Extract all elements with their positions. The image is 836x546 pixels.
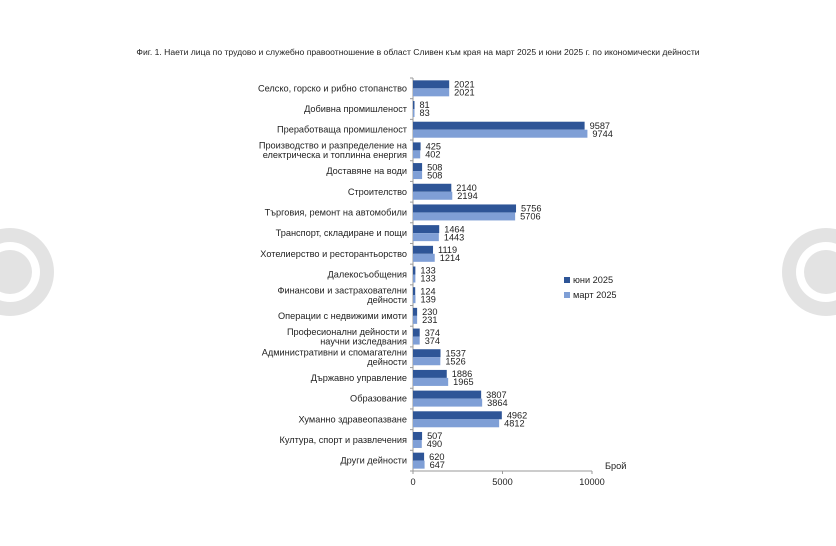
bar-jun_2025: [413, 267, 415, 275]
data-label-mar_2025: 4812: [504, 418, 525, 429]
bar-jun_2025: [413, 80, 449, 88]
category-label: Държавно управление: [310, 372, 407, 383]
legend-label-mar_2025: март 2025: [573, 290, 617, 300]
bar-jun_2025: [413, 142, 421, 150]
data-label-mar_2025: 2021: [454, 87, 475, 98]
category-label: Други дейности: [340, 455, 407, 466]
category-label: Професионални дейности и: [286, 326, 407, 337]
chart-title: Фиг. 1. Наети лица по трудово и служебно правоотношение в област Сливен към края на март 2025 и юни 2025 г. по икономически дейности: [136, 47, 700, 57]
category-label: Операции с недвижими имоти: [277, 310, 407, 321]
bar-jun_2025: [413, 411, 502, 419]
category-label: научни изследвания: [320, 336, 407, 347]
bar-mar_2025: [413, 357, 440, 365]
category-label: Хуманно здравеопазване: [298, 414, 407, 425]
category-label: Административни и спомагателни: [261, 347, 407, 358]
bar-mar_2025: [413, 130, 587, 138]
data-label-jun_2025: 5756: [521, 203, 542, 214]
bar-mar_2025: [413, 254, 435, 262]
category-label: Доставяне на води: [326, 166, 407, 177]
data-label-mar_2025: 1443: [443, 232, 465, 243]
data-label-jun_2025: 1886: [451, 369, 473, 380]
bar-mar_2025: [413, 192, 452, 200]
data-label-jun_2025: 1537: [445, 348, 466, 359]
data-label-jun_2025: 508: [427, 162, 443, 173]
data-label-jun_2025: 425: [425, 141, 441, 152]
category-label: Далекосъобщения: [327, 269, 407, 280]
data-label-jun_2025: 374: [424, 327, 441, 338]
data-label-mar_2025: 83: [419, 108, 430, 119]
x-tick-label: 0: [410, 477, 416, 487]
category-label: Търговия, ремонт на автомобили: [264, 207, 407, 218]
bar-mar_2025: [413, 295, 415, 303]
category-label: Образование: [350, 393, 407, 404]
category-label: дейности: [367, 294, 407, 305]
data-label-mar_2025: 1965: [453, 377, 474, 388]
data-label-jun_2025: 81: [419, 100, 430, 111]
legend-swatch-mar_2025: [564, 292, 570, 298]
bar-jun_2025: [413, 370, 447, 378]
data-label-jun_2025: 1119: [438, 245, 458, 256]
bar-mar_2025: [413, 88, 449, 96]
bar-mar_2025: [413, 399, 482, 407]
bar-jun_2025: [413, 349, 441, 357]
bar-jun_2025: [413, 391, 481, 399]
data-label-jun_2025: 230: [422, 307, 438, 318]
bar-jun_2025: [413, 204, 516, 212]
category-label: Транспорт, складиране и пощи: [275, 228, 407, 239]
category-label: Производство и разпределение на: [258, 140, 407, 151]
legend-swatch-jun_2025: [564, 277, 570, 283]
category-label: дейности: [367, 356, 407, 367]
bar-mar_2025: [413, 440, 422, 448]
data-label-mar_2025: 490: [426, 439, 443, 450]
category-label: електрическа и топлинна енергия: [262, 150, 407, 161]
data-label-jun_2025: 507: [427, 431, 443, 442]
data-label-mar_2025: 133: [420, 273, 436, 284]
data-label-mar_2025: 647: [429, 459, 445, 470]
x-tick-label: 10000: [579, 477, 605, 487]
bar-jun_2025: [413, 329, 420, 337]
data-label-jun_2025: 2021: [454, 79, 475, 90]
bar-mar_2025: [413, 419, 499, 427]
category-label: Селско, горско и рибно стопанство: [257, 83, 407, 94]
bar-jun_2025: [413, 101, 415, 109]
data-label-jun_2025: 133: [420, 265, 436, 276]
data-label-jun_2025: 124: [420, 286, 436, 297]
bar-mar_2025: [413, 109, 415, 117]
bar-jun_2025: [413, 246, 433, 254]
bar-jun_2025: [413, 122, 585, 130]
category-label: Преработваща промишленост: [277, 124, 407, 135]
bar-mar_2025: [413, 316, 417, 324]
data-label-mar_2025: 3864: [487, 397, 508, 408]
bar-jun_2025: [413, 432, 422, 440]
category-label: Строителство: [347, 186, 407, 197]
data-label-mar_2025: 402: [425, 149, 441, 160]
data-label-mar_2025: 1526: [445, 356, 466, 367]
data-label-jun_2025: 1464: [444, 224, 465, 235]
data-label-mar_2025: 374: [424, 335, 441, 346]
bar-jun_2025: [413, 184, 451, 192]
x-axis-title: Брой: [605, 461, 627, 471]
bar-mar_2025: [413, 212, 515, 220]
data-label-mar_2025: 5706: [520, 211, 541, 222]
data-label-mar_2025: 2194: [457, 190, 478, 201]
bar-jun_2025: [413, 453, 424, 461]
data-label-mar_2025: 1214: [439, 253, 461, 264]
x-tick-label: 5000: [492, 477, 513, 487]
bar-mar_2025: [413, 275, 415, 283]
bar-jun_2025: [413, 163, 422, 171]
data-label-mar_2025: 231: [422, 315, 438, 326]
category-label: Добивна промишленост: [304, 104, 407, 115]
bar-jun_2025: [413, 225, 439, 233]
data-label-mar_2025: 139: [420, 294, 436, 305]
category-label: Култура, спорт и развлечения: [279, 434, 407, 445]
data-label-jun_2025: 2140: [456, 182, 477, 193]
bar-mar_2025: [413, 461, 425, 469]
bar-mar_2025: [413, 233, 439, 241]
category-label: Финансови и застрахователни: [277, 285, 407, 296]
bar-mar_2025: [413, 378, 448, 386]
data-label-mar_2025: 9744: [592, 128, 613, 139]
bar-mar_2025: [413, 150, 420, 158]
data-label-jun_2025: 3807: [486, 389, 507, 400]
category-label: Хотелиерство и ресторантьорство: [260, 248, 407, 259]
data-label-jun_2025: 4962: [506, 410, 528, 421]
data-label-mar_2025: 508: [427, 170, 443, 181]
bar-mar_2025: [413, 171, 422, 179]
bar-mar_2025: [413, 337, 420, 345]
legend-label-jun_2025: юни 2025: [573, 275, 614, 285]
data-label-jun_2025: 9587: [589, 120, 611, 131]
data-label-jun_2025: 620: [429, 451, 445, 462]
bar-jun_2025: [413, 308, 417, 316]
bar-jun_2025: [413, 287, 415, 295]
